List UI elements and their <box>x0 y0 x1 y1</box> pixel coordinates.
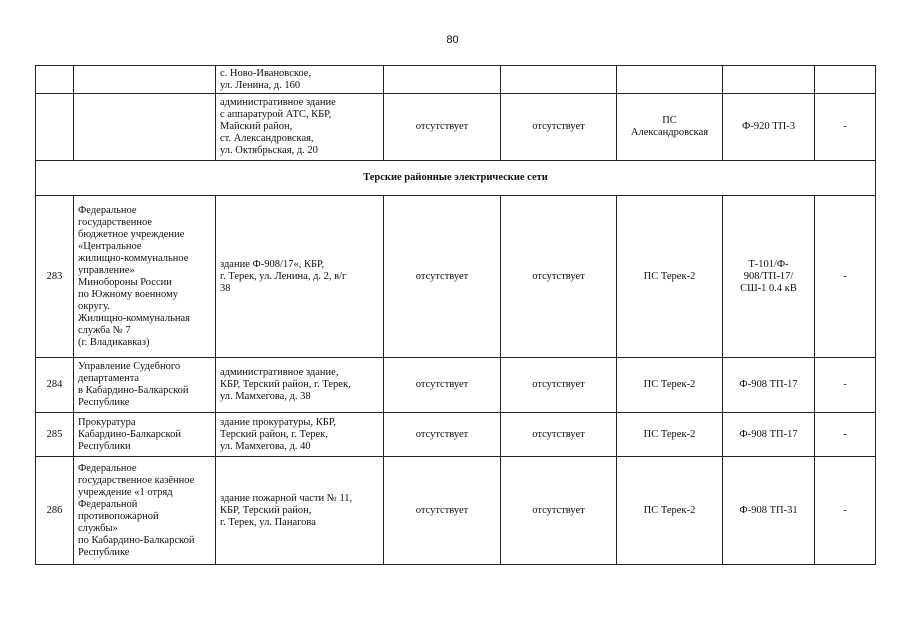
address-cell: с. Ново-Ивановское, ул. Ленина, д. 160 <box>216 66 384 94</box>
status-cell-2 <box>501 66 617 94</box>
substation-cell: ПС Терек-2 <box>617 457 723 565</box>
organization-cell: Прокуратура Кабардино-Балкарской Республики <box>74 413 216 457</box>
status-cell-2: отсутствует <box>501 358 617 413</box>
address-cell: здание пожарной части № 11, КБР, Терский район, г. Терек, ул. Панагова <box>216 457 384 565</box>
status-cell-1: отсутствует <box>384 196 501 358</box>
address-cell: административное здание с аппаратурой АТС, КБР, Майский район, ст. Александровская, ул. Октябрьская, д. 20 <box>216 94 384 161</box>
status-cell-2: отсутствует <box>501 413 617 457</box>
section-title: Терские районные электрические сети <box>36 161 876 196</box>
status-cell-2: отсутствует <box>501 196 617 358</box>
status-cell-1: отсутствует <box>384 94 501 161</box>
substation-cell: ПС Терек-2 <box>617 358 723 413</box>
organization-cell <box>74 66 216 94</box>
dash-cell: - <box>815 196 876 358</box>
status-cell-1: отсутствует <box>384 413 501 457</box>
row-number: 286 <box>36 457 74 565</box>
table-row <box>36 413 876 457</box>
status-cell-1: отсутствует <box>384 457 501 565</box>
dash-cell: - <box>815 94 876 161</box>
table-row <box>36 358 876 413</box>
row-number: 284 <box>36 358 74 413</box>
feeder-cell: Ф-908 ТП-17 <box>723 358 815 413</box>
page-number: 80 <box>446 34 459 46</box>
address-cell: здание прокуратуры, КБР, Терский район, г. Терек, ул. Мамхегова, д. 40 <box>216 413 384 457</box>
table-row <box>36 196 876 358</box>
feeder-cell: Ф-920 ТП-3 <box>723 94 815 161</box>
dash-cell: - <box>815 413 876 457</box>
feeder-cell <box>723 66 815 94</box>
feeder-cell: Ф-908 ТП-17 <box>723 413 815 457</box>
section-header-row <box>36 161 876 196</box>
organization-cell <box>74 94 216 161</box>
dash-cell: - <box>815 457 876 565</box>
status-cell-2: отсутствует <box>501 94 617 161</box>
table-body <box>36 66 876 565</box>
feeder-cell: Ф-908 ТП-31 <box>723 457 815 565</box>
table-row <box>36 457 876 565</box>
feeder-cell: Т-101/Ф- 908/ТП-17/ СШ-1 0.4 кВ <box>723 196 815 358</box>
consumer-table <box>35 65 876 565</box>
row-number <box>36 66 74 94</box>
consumer-table-wrapper <box>35 65 876 565</box>
address-cell: административное здание, КБР, Терский район, г. Терек, ул. Мамхегова, д. 38 <box>216 358 384 413</box>
status-cell-1 <box>384 66 501 94</box>
organization-cell: Федеральное государственное казённое учреждение «1 отряд Федеральной противопожарной службы» по Кабардино-Балкарской Республике <box>74 457 216 565</box>
dash-cell <box>815 66 876 94</box>
row-number: 283 <box>36 196 74 358</box>
substation-cell: ПС Терек-2 <box>617 196 723 358</box>
row-number: 285 <box>36 413 74 457</box>
row-number <box>36 94 74 161</box>
status-cell-1: отсутствует <box>384 358 501 413</box>
table-row <box>36 94 876 161</box>
organization-cell: Управление Судебного департамента в Кабардино-Балкарской Республике <box>74 358 216 413</box>
table-row <box>36 66 876 94</box>
status-cell-2: отсутствует <box>501 457 617 565</box>
substation-cell: ПС Александровская <box>617 94 723 161</box>
substation-cell: ПС Терек-2 <box>617 413 723 457</box>
address-cell: здание Ф-908/17«, КБР, г. Терек, ул. Ленина, д. 2, в/г 38 <box>216 196 384 358</box>
substation-cell <box>617 66 723 94</box>
organization-cell: Федеральное государственное бюджетное учреждение «Центральное жилищно-коммунальное управление» Минобороны России по Южному военному округу. Жилищно-коммунальная служба № 7 (г. Владикавказ) <box>74 196 216 358</box>
dash-cell: - <box>815 358 876 413</box>
